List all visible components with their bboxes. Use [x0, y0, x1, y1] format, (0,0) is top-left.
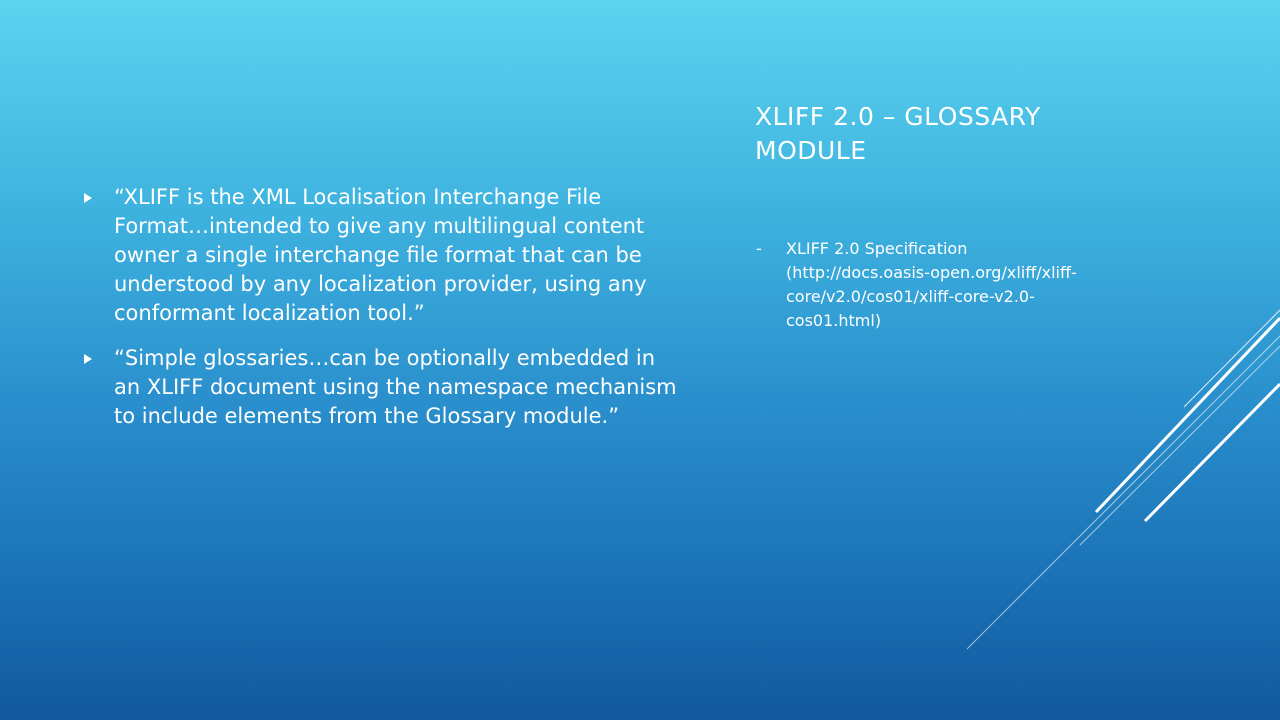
deco-line: [1080, 346, 1280, 545]
bullet-text: “Simple glossaries…can be optionally embedded in an XLIFF document using the namespace mechanism to include elements from the Glossary module.”: [114, 346, 677, 428]
reference-list: [756, 237, 1116, 333]
reference-text: XLIFF 2.0 Specification (http://docs.oasis-open.org/xliff/xliff-core/v2.0/cos01/xliff-core-v2.0-cos01.html): [786, 239, 1077, 330]
dash-marker: -: [756, 239, 762, 258]
bullet-item: [84, 344, 684, 431]
deco-line: [967, 336, 1280, 649]
slide-title: XLIFF 2.0 – GLOSSARY MODULE: [755, 102, 1041, 165]
bullet-item: [84, 183, 684, 328]
triangle-bullet-icon: [84, 354, 92, 364]
deco-line: [1184, 310, 1280, 407]
deco-line: [1096, 318, 1280, 512]
bullet-list: [84, 183, 684, 447]
deco-line: [1145, 384, 1280, 521]
bullet-text: “XLIFF is the XML Localisation Interchange File Format…intended to give any multilingual content owner a single interchange file format that can be understood by any localization provider, using any conformant localization tool.”: [114, 185, 647, 325]
reference-item: [756, 237, 1116, 333]
triangle-bullet-icon: [84, 193, 92, 203]
